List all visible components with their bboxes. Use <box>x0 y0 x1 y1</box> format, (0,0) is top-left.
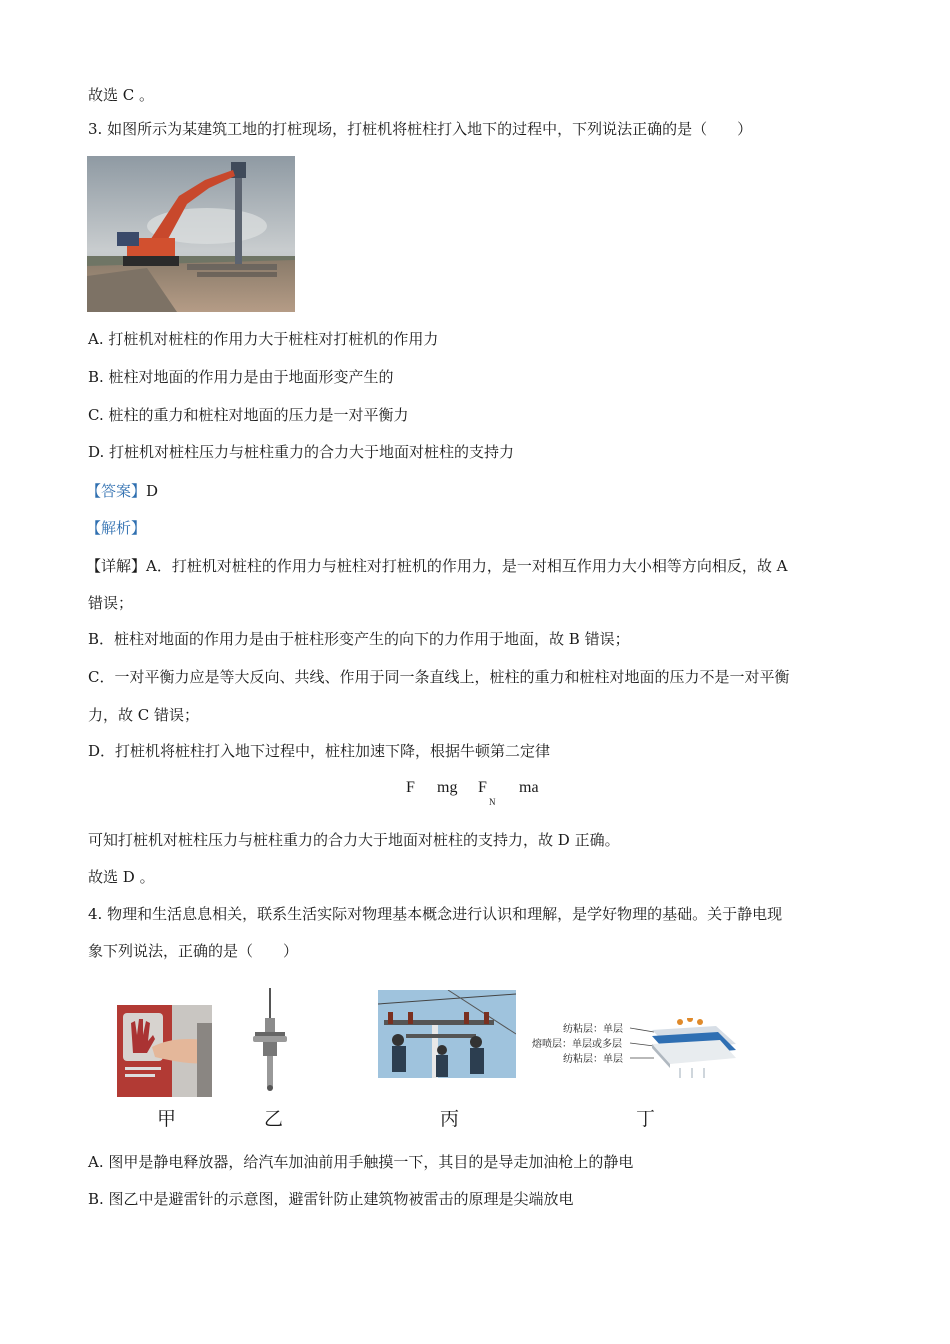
static-discharger-image <box>117 1005 212 1097</box>
q3-detail-b: B．桩柱对地面的作用力是由于桩柱形变产生的向下的力作用于地面，故 B 错误； <box>88 630 630 648</box>
layer-label-middle: 熔喷层：单层或多层 <box>532 1039 622 1050</box>
caption-yi: 乙 <box>264 1108 284 1130</box>
q3-stem: 3. 如图所示为某建筑工地的打桩现场，打桩机将桩柱打入地下的过程中，下列说法正确的是（ ） <box>88 120 753 138</box>
q3-option-d: D. 打桩机对桩柱压力与桩柱重力的合力大于地面对桩柱的支持力 <box>88 443 515 461</box>
q4-stem: 4. 物理和生活息息相关，联系生活实际对物理基本概念进行认识和理解，是学好物理的基础。关于静电现 <box>88 905 783 923</box>
q3-option-a: A. 打桩机对桩柱的作用力大于桩柱对打桩机的作用力 <box>88 330 439 348</box>
eq-force: F <box>406 779 415 796</box>
q2-conclusion: 故选 C 。 <box>88 86 155 104</box>
detail-tag: 【详解】 <box>86 557 147 575</box>
q4-option-b: B. 图乙中是避雷针的示意图，避雷针防止建筑物被雷击的原理是尖端放电 <box>88 1190 574 1208</box>
eq-gravity: mg <box>437 779 458 796</box>
layer-label-inner: 纺粘层：单层 <box>563 1054 623 1065</box>
analysis-tag: 【解析】 <box>86 519 147 537</box>
power-line-workers-image <box>378 990 516 1078</box>
q3-detail-c-cont: 力，故 C 错误； <box>88 706 200 724</box>
caption-bing: 丙 <box>440 1108 460 1130</box>
q4-option-a: A. 图甲是静电释放器，给汽车加油前用手触摸一下，其目的是导走加油枪上的静电 <box>88 1153 634 1171</box>
eq-normal-force: F <box>478 779 487 796</box>
q4-stem-cont: 象下列说法，正确的是（ ） <box>88 942 299 960</box>
lightning-rod-image <box>250 988 290 1092</box>
q3-conclusion: 可知打桩机对桩柱压力与桩柱重力的合力大于地面对桩柱的支持力，故 D 正确。 <box>88 831 620 849</box>
pile-driver-photo <box>87 156 295 312</box>
caption-jia: 甲 <box>157 1108 177 1130</box>
q3-detail-a-cont: 错误； <box>88 594 134 612</box>
eq-normal-subscript: N <box>489 797 496 807</box>
mask-layers-diagram <box>530 1018 738 1080</box>
detail-a-text: A．打桩机对桩柱的作用力与桩柱对打桩机的作用力，是一对相互作用力大小相等方向相反，故 A <box>146 557 788 575</box>
q3-detail-a <box>86 555 787 576</box>
q3-option-b: B. 桩柱对地面的作用力是由于地面形变产生的 <box>88 368 394 386</box>
answer-value: D <box>146 482 159 500</box>
answer-tag: 【答案】 <box>86 482 147 500</box>
q3-detail-c: C．一对平衡力应是等大反向、共线、作用于同一条直线上，桩柱的重力和桩柱对地面的压力不是一对平衡 <box>88 668 790 686</box>
layer-label-outer: 纺粘层：单层 <box>563 1024 623 1035</box>
q3-answer <box>86 480 158 501</box>
q3-option-c: C. 桩柱的重力和桩柱对地面的压力是一对平衡力 <box>88 406 409 424</box>
eq-mass-accel: ma <box>519 779 539 796</box>
caption-ding: 丁 <box>636 1108 656 1130</box>
q3-end: 故选 D 。 <box>88 868 155 886</box>
q3-detail-d: D．打桩机将桩柱打入地下过程中，桩柱加速下降，根据牛顿第二定律 <box>88 742 551 760</box>
